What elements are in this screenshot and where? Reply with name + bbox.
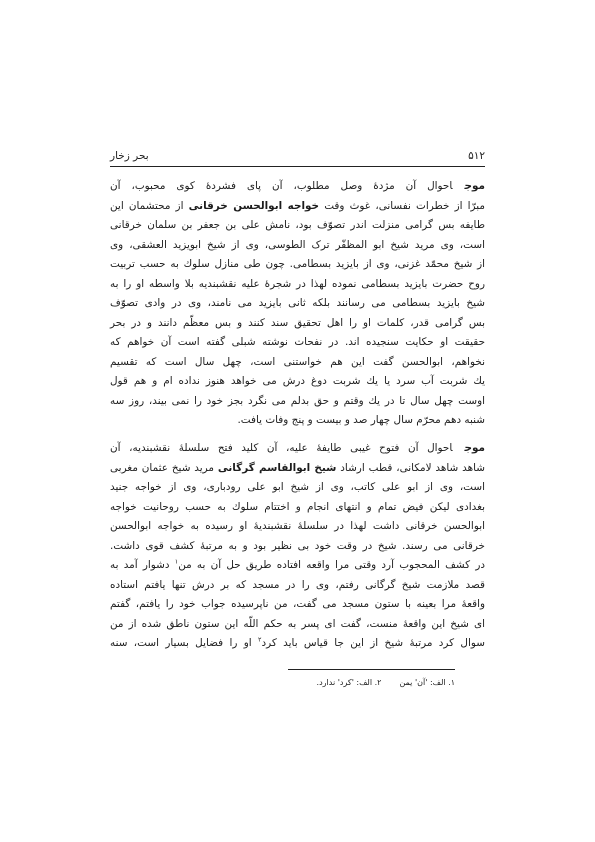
text-line xyxy=(110,216,485,236)
text-line xyxy=(110,537,485,557)
section-marker: موج xyxy=(464,180,485,192)
footnote-rule xyxy=(288,669,455,670)
text-segment: از شیخ محمّد غزنی، وی از بایزید بسطامی. چون طی منازل سلوك به حسب تربیت xyxy=(110,258,485,270)
paragraph xyxy=(110,439,485,654)
text-segment: است، وی مرید شیخ ابو المظفّر ترک الطوسی، وی از شیخ ابویزید العشقی، وی xyxy=(110,238,485,251)
page-number: ۵۱۲ xyxy=(468,150,485,162)
text-line xyxy=(110,439,485,459)
text-line xyxy=(110,236,485,256)
footnote-ref: ۱ xyxy=(174,557,179,566)
text-segment: از محتشمان این xyxy=(110,199,189,212)
text-segment: بس گرامی قدر، کلمات او را اهل تحقیق سند کنند و بس معظّم دانند و در بحر xyxy=(110,316,485,329)
text-line xyxy=(110,478,485,498)
text-segment: قصد ملازمت شیخ گرگانی رفتم، وی را در مسجد که بر درش تنها یافتم استاده xyxy=(110,578,485,591)
text-line xyxy=(110,595,485,615)
footnotes xyxy=(262,676,455,690)
text-segment: ای شیخ این واقعهٔ منست، گفت ای پسر به حکم اللّه این ستون ناطق شده از من xyxy=(110,617,485,630)
text-segment: بغدادی لیکن فیض تمام و انتهای انجام و اختتام سلوك به حسب روحانیت خواجه xyxy=(110,500,485,513)
text-segment: یك شربت آب سرد یا یك شربت دوغ درش می خواهد هنوز نداده ام و هم قول xyxy=(110,375,485,387)
header-rule xyxy=(110,166,485,167)
text-segment: احوال آن مژدهٔ وصل مطلوب، آن پای فشردهٔ کوی محبوب، آن xyxy=(110,180,453,192)
text-segment: شیخ بایزید بسطامی می رسانند بلکه ثانی بایزید می نامند، وی در وادی تصوّف xyxy=(110,297,485,309)
text-line xyxy=(110,576,485,596)
footnote-ref: ۲ xyxy=(258,635,262,644)
text-segment: در کشف المحجوب آرد وقتی مرا واقعه افتاده طریق حل آن به من xyxy=(178,559,485,571)
book-title: بحر زخار xyxy=(110,150,149,162)
body-text xyxy=(110,177,485,654)
text-segment: حقیقت او حکایت سنجیده اند. در نفحات نوشته شبلی گفته است آن خواهم که xyxy=(110,336,485,348)
text-line xyxy=(110,353,485,373)
text-line xyxy=(110,197,485,217)
text-line xyxy=(110,556,485,576)
text-segment: مبرّا از خطرات نفسانی، غوث وقت xyxy=(319,199,486,212)
text-segment: احوال آن فتوح غیبی طایفهٔ علیه، آن کلید فتح سلسلهٔ نقشبندیه، آن xyxy=(110,442,453,454)
text-line xyxy=(110,294,485,314)
text-segment: طایفه بس گرامی منزلت اندر تصوّف بود، نامش علی بن جعفر بن سلمان خرقانی xyxy=(110,219,485,231)
text-line xyxy=(110,392,485,412)
text-line xyxy=(110,615,485,635)
running-header xyxy=(110,148,485,164)
paragraph xyxy=(110,177,485,431)
text-segment: واقعهٔ مرا بعینه با ستون مسجد می گفت، من ناپرسیده جواب خود را یافتم، گفتم xyxy=(110,598,485,610)
text-segment: خرقانی می رسند. شیخ در وقت خود بی نظیر بود و به مرتبهٔ کشف قوی داشت. xyxy=(110,539,485,552)
text-line xyxy=(110,459,485,479)
text-line xyxy=(110,275,485,295)
text-line xyxy=(110,255,485,275)
text-line xyxy=(110,498,485,518)
text-segment: شنبه دهم محرّم سال چهار صد و بیست و پنج وفات یافت. xyxy=(237,414,485,426)
text-line xyxy=(110,634,485,654)
text-segment: است، وی از ابو علی کاتب، وی از شیخ ابو علی رودباری، وی از خواجه جنید xyxy=(110,481,485,493)
text-segment: شاهد شاهد لامکانی، قطب ارشاد xyxy=(336,461,485,474)
text-segment: سوال کرد مرتبهٔ شیخ از این جا قیاس باید کرد xyxy=(261,637,485,649)
text-line xyxy=(110,411,485,431)
text-segment: اوست چهل سال تا در یك وقتم و حق بدلم می نگرد بجز خود را نمی بیند، روز سه xyxy=(110,394,485,407)
text-segment: مرید شیخ عثمان مغربی xyxy=(110,461,218,474)
section-marker: موج xyxy=(464,442,485,454)
text-line xyxy=(110,177,485,197)
footnote-1: ۱. الف: 'آن' یمن xyxy=(399,678,455,687)
text-line xyxy=(110,372,485,392)
text-segment: دشوار آمد به xyxy=(110,559,175,571)
text-segment: نخواهم، ابوالحسن گفت این هم خواستنی است، چهل سال است که تقسیم xyxy=(110,355,485,368)
text-line xyxy=(110,314,485,334)
bold-name: خواجه ابوالحسن خرقانی xyxy=(188,199,320,212)
text-line xyxy=(110,333,485,353)
footnote-2: ۲. الف: 'کرد' ندارد. xyxy=(316,678,382,687)
bold-name: شیخ ابوالقاسم گرگانی xyxy=(217,461,337,474)
text-line xyxy=(110,517,485,537)
text-segment: ابوالحسن خرقانی داشت لهذا در سلسلهٔ نقشبندیهٔ او رسیده به خواجه ابوالحسن xyxy=(110,520,485,532)
text-segment: او را فضایل بسیار است، سنه xyxy=(110,637,259,649)
text-segment: روح حضرت بایزید بسطامی نموده لهذا در شجرهٔ علیه نقشبندیه بلا واسطه او را به xyxy=(110,277,485,290)
